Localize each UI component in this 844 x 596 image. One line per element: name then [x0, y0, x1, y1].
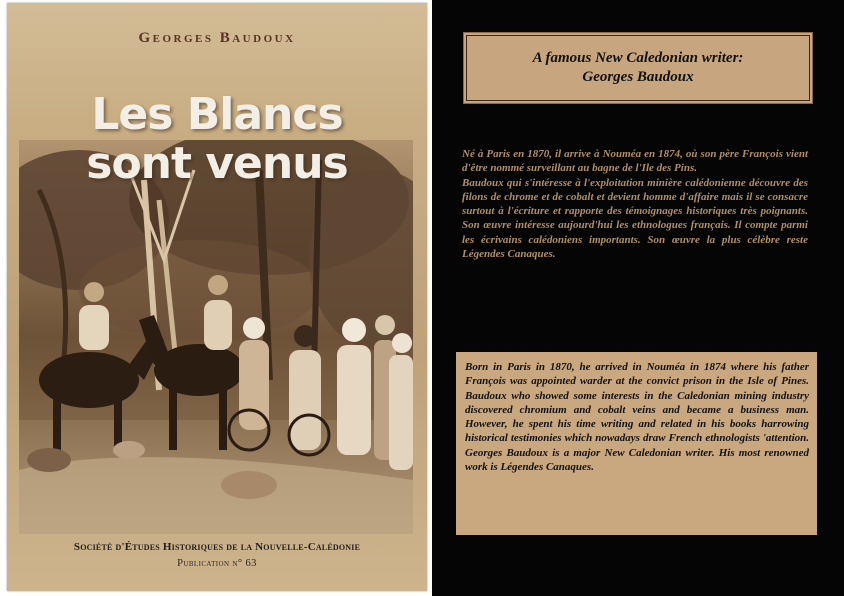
cover-photograph	[19, 140, 413, 534]
heading-box	[463, 32, 813, 104]
publication-number: Publication n° 63	[177, 558, 257, 569]
book-title-line-2: sont venus	[86, 138, 348, 189]
book-title-line-1: Les Blancs	[91, 89, 343, 140]
french-paragraph-1: Né à Paris en 1870, il arrive à Nouméa en 1874, où son père François vient d'être nommé surveillant au bagne de l'Ile des Pins.	[462, 148, 808, 175]
book-cover-front	[7, 3, 427, 591]
heading-line-2: Georges Baudoux	[582, 69, 694, 85]
book-author: Georges Baudoux	[138, 30, 296, 46]
french-paragraph-2: Baudoux qui s'intéresse à l'exploitation minière calédonienne découvre des filons de chrome et de cobalt et devient homme d'affaire mais il se consacre surtout à l'écriture et rapporte des témoignages historiques très poignants. Son œuvre intéresse aujourd'hui les ethnologues français. Il compte parmi les écrivains calédoniens importants. Son œuvre la plus célèbre reste Légendes Canaques.	[462, 176, 808, 261]
french-biography	[462, 147, 808, 261]
heading-line-1: A famous New Caledonian writer:	[532, 50, 744, 66]
book-publisher: Société d'Études Historiques de la Nouvelle-Calédonie	[73, 541, 361, 553]
english-biography: Born in Paris in 1870, he arrived in Nouméa in 1874 where his father François was appointed warder at the convict prison in the Isle of Pines. Baudoux who showed some interests in the Caledonian mining industry discovered chromium and cobalt veins and became a business man. However, he spent his time writing and related in his books harrowing historical testimonies which nowadays draw French ethnologists 'attention. Georges Baudoux is a major New Caledonian writer. His most renowned work is Légendes Canaques.	[456, 352, 817, 535]
sepia-photo-illustration	[19, 140, 413, 534]
